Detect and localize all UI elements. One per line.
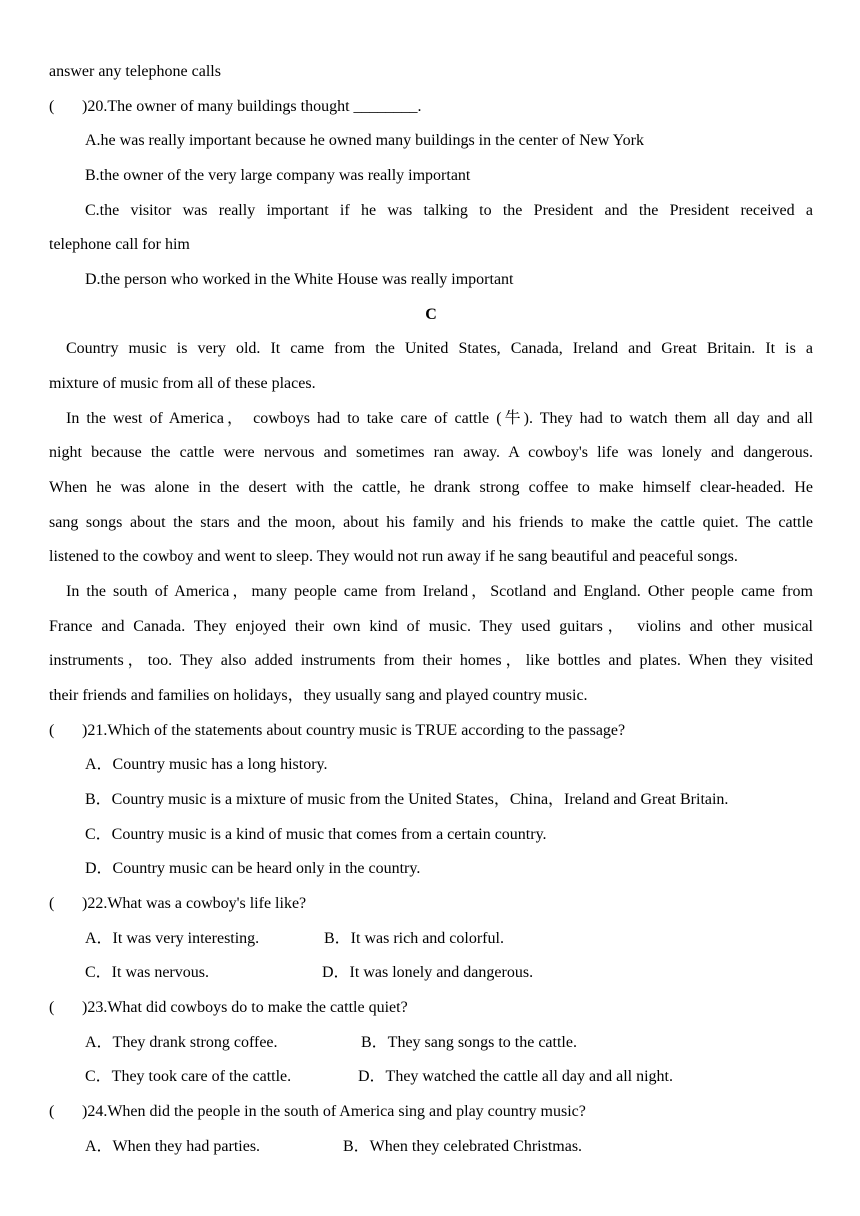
option-d: D．Country music can be heard only in the country. xyxy=(85,860,421,877)
option-d: D．It was lonely and dangerous. xyxy=(322,964,534,981)
paragraph-3-line: France and Canada. They enjoyed their own kind of music. They used guitars， violins and other musical xyxy=(49,618,813,635)
question-24 xyxy=(49,1102,813,1122)
paragraph-2-line: sang songs about the stars and the moon, about his family and his friends to make the cattle quiet. The cattle xyxy=(49,514,813,531)
question-stem: )24.When did the people in the south of America sing and play country music? xyxy=(82,1103,586,1120)
question-stem: )20.The owner of many buildings thought ________. xyxy=(82,98,422,115)
section-heading: C xyxy=(425,306,437,323)
question-22 xyxy=(49,894,813,914)
paragraph-2-line: night because the cattle were nervous and sometimes ran away. A cowboy's life was lonely and dangerous. xyxy=(49,444,813,461)
option-b: B．They sang songs to the cattle. xyxy=(361,1034,577,1051)
answer-blank: ( xyxy=(49,895,55,912)
option-d: D.the person who worked in the White House was really important xyxy=(85,271,514,288)
paragraph-1-line: Country music is very old. It came from the United States, Canada, Ireland and Great Britain. It is a xyxy=(66,340,813,357)
options-row-ab xyxy=(85,929,813,949)
option-c: C．Country music is a kind of music that comes from a certain country. xyxy=(85,826,547,843)
answer-blank: ( xyxy=(49,98,55,115)
option-b: B．Country music is a mixture of music from the United States，China，Ireland and Great Britain. xyxy=(85,791,729,808)
paragraph-3-line: In the south of America，many people came from Ireland，Scotland and England. Other people came from xyxy=(66,583,813,600)
question-23 xyxy=(49,998,813,1018)
paragraph-3-line: instruments，too. They also added instruments from their homes，like bottles and plates. When they visited xyxy=(49,652,813,669)
answer-blank: ( xyxy=(49,1103,55,1120)
answer-blank: ( xyxy=(49,999,55,1016)
option-c-line2: telephone call for him xyxy=(49,236,190,253)
option-b: B.the owner of the very large company was really important xyxy=(85,167,471,184)
paragraph-2-line: When he was alone in the desert with the cattle, he drank strong coffee to make himself clear-headed. He xyxy=(49,479,813,496)
question-stem: )23.What did cowboys do to make the cattle quiet? xyxy=(82,999,408,1016)
question-stem: )22.What was a cowboy's life like? xyxy=(82,895,307,912)
option-b: B．It was rich and colorful. xyxy=(324,930,504,947)
options-row-ab xyxy=(85,1033,813,1053)
option-d: D．They watched the cattle all day and all night. xyxy=(358,1068,674,1085)
paragraph-2-line: listened to the cowboy and went to sleep. They would not run away if he sang beautiful and peaceful songs. xyxy=(49,548,738,565)
paragraph-3-line: their friends and families on holidays，they usually sang and played country music. xyxy=(49,687,588,704)
options-row-cd xyxy=(85,1067,813,1087)
option-c: C．They took care of the cattle. xyxy=(85,1068,292,1085)
answer-blank: ( xyxy=(49,722,55,739)
question-20 xyxy=(49,97,813,117)
options-row-cd xyxy=(85,963,813,983)
option-a: A．When they had parties. xyxy=(85,1138,261,1155)
option-c-line1: C.the visitor was really important if he was talking to the President and the President received a xyxy=(85,202,813,219)
option-a: A．They drank strong coffee. xyxy=(85,1034,278,1051)
options-row-ab xyxy=(85,1137,813,1157)
option-b: B．When they celebrated Christmas. xyxy=(343,1138,583,1155)
option-a: A.he was really important because he owned many buildings in the center of New York xyxy=(85,132,644,149)
paragraph-2-line: In the west of America， cowboys had to take care of cattle (牛). They had to watch them all day and all xyxy=(66,410,813,427)
paragraph-1-line: mixture of music from all of these places. xyxy=(49,375,316,392)
option-a: A．Country music has a long history. xyxy=(85,756,328,773)
option-a: A．It was very interesting. xyxy=(85,930,260,947)
question-stem: )21.Which of the statements about country music is TRUE according to the passage? xyxy=(82,722,626,739)
option-c: C．It was nervous. xyxy=(85,964,209,981)
q19-tail-text: answer any telephone calls xyxy=(49,63,221,80)
question-21 xyxy=(49,721,813,741)
